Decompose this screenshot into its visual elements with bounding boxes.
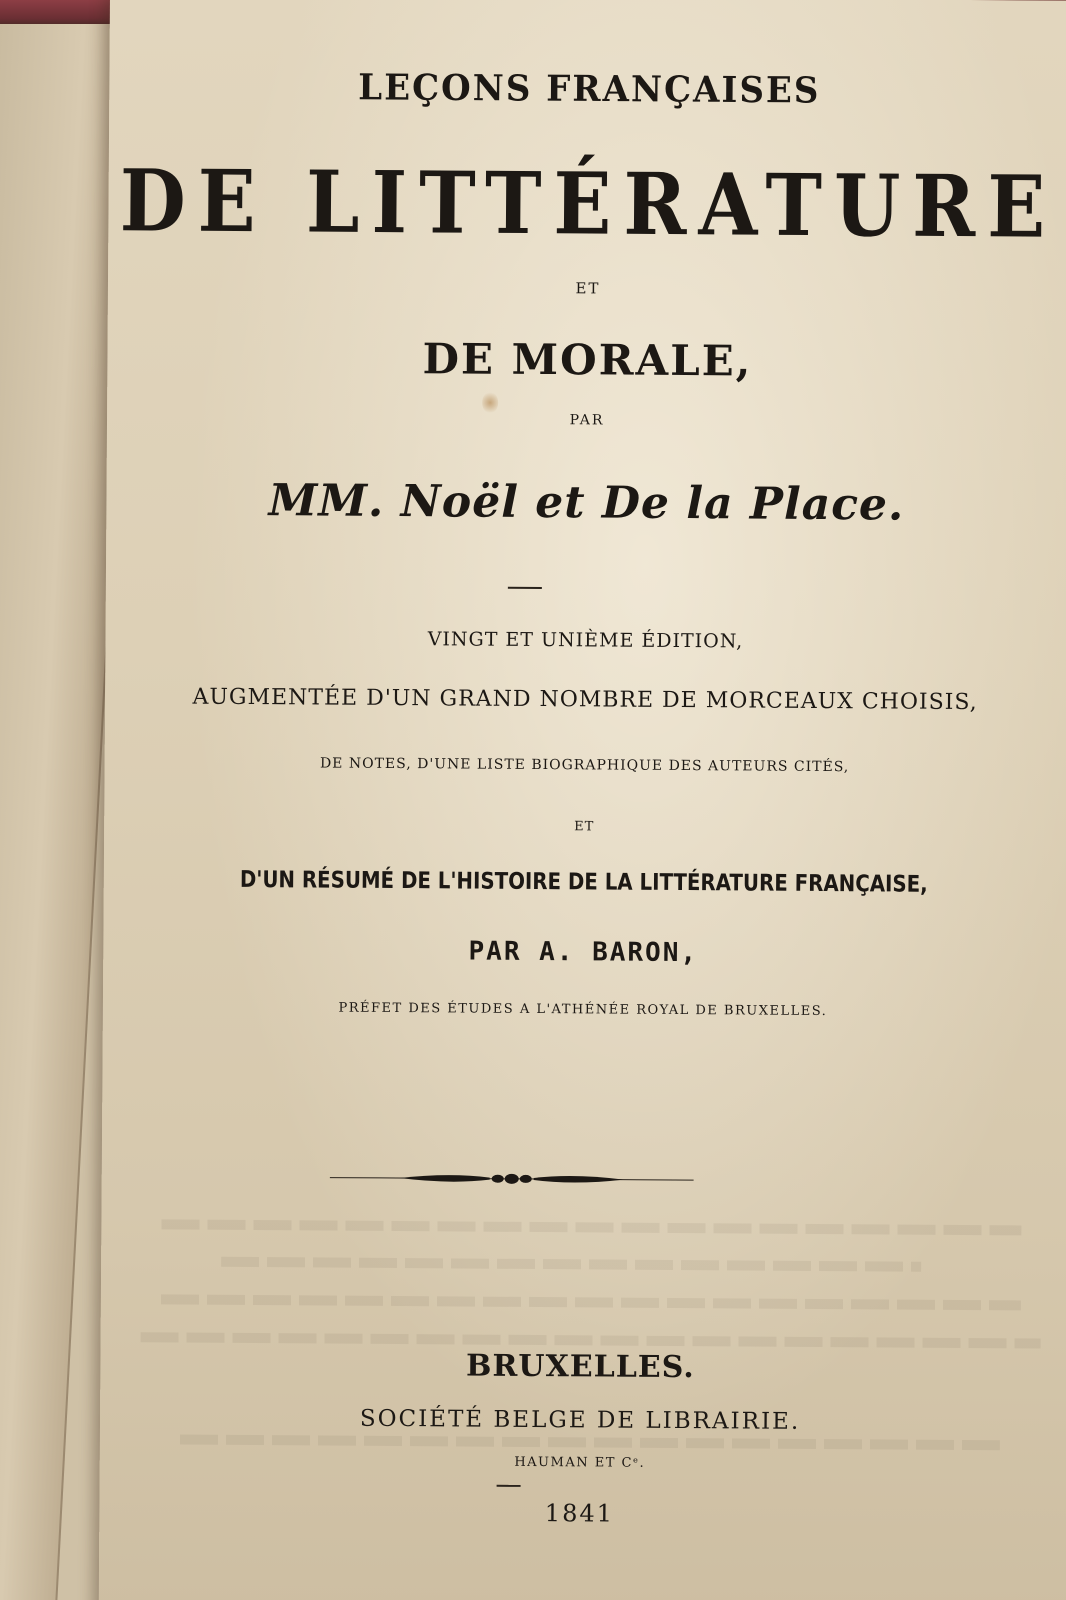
et-line: ET [574,819,595,835]
title-main-litterature: DE LITTÉRATURE [119,150,1058,257]
baron-line: PAR A. BARON, [468,936,699,969]
notes-line: DE NOTES, D'UNE LISTE BIOGRAPHIQUE DES AUTEURS CITÉS, [319,755,850,776]
title-conjunction-et: ET [575,279,601,298]
edition-line: VINGT ET UNIÈME ÉDITION, [427,628,744,653]
augment-line: AUGMENTÉE D'UN GRAND NOMBRE DE MORCEAUX CHOISIS, [192,684,978,716]
title-line-lecons: LEÇONS FRANÇAISES [358,66,821,112]
publisher-line: SOCIÉTÉ BELGE DE LIBRAIRIE. [359,1405,801,1435]
title-page [99,0,1066,1600]
resume-line: D'UN RÉSUMÉ DE L'HISTOIRE DE LA LITTÉRATURE FRANÇAISE, [239,866,928,898]
ornamental-rule-icon [330,1166,694,1193]
year-line: 1841 [544,1499,615,1528]
title-line-morale: DE MORALE, [422,334,753,386]
show-through-text [141,1332,1041,1348]
authors-line: MM. Noël et De la Place. [268,475,905,531]
show-through-text [180,1435,1000,1451]
baron-title-line: PRÉFET DES ÉTUDES A L'ATHÉNÉE ROYAL DE BRUXELLES. [338,1000,828,1020]
foxing-stain [482,392,498,414]
imprint-line: HAUMAN ET Cᵉ. [514,1454,646,1471]
separator-dash [497,1485,521,1487]
title-par: PAR [569,412,605,429]
city-line: BRUXELLES. [465,1348,695,1386]
show-through-text [221,1257,921,1272]
show-through-text [161,1294,1021,1310]
show-through-text [161,1219,1021,1235]
separator-dash [508,587,542,589]
